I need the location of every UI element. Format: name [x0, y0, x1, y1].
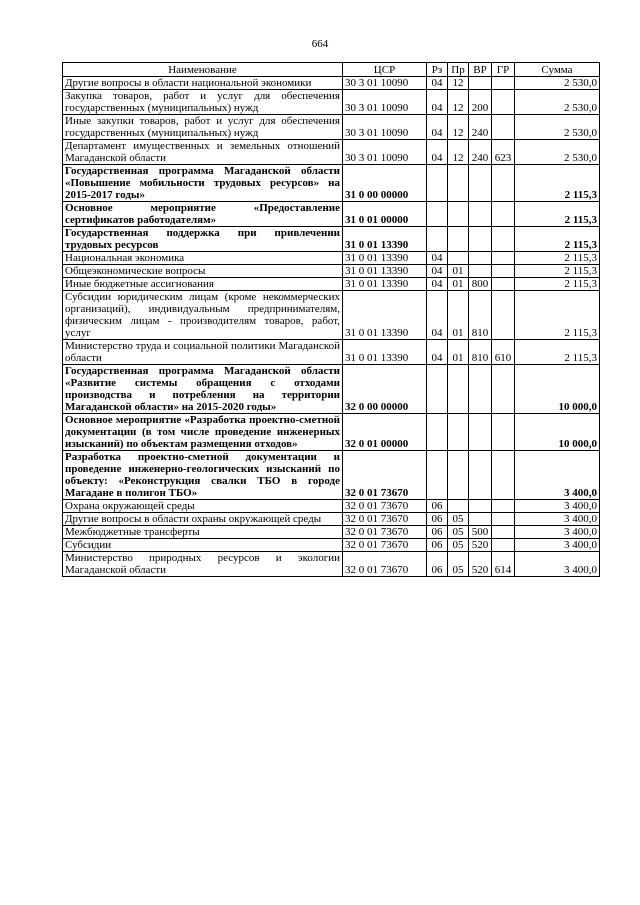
cell-name: Государственная программа Магаданской области «Развитие системы обращения с отходами производства и потребления на территории Магаданской области» на 2015-2020 годы» — [63, 365, 343, 414]
table-row — [63, 526, 600, 539]
cell-rz — [427, 414, 448, 451]
header-sum: Сумма — [515, 63, 600, 77]
cell-csr: 31 0 01 13390 — [343, 278, 427, 291]
cell-csr: 32 0 00 00000 — [343, 365, 427, 414]
cell-name: Другие вопросы в области охраны окружающей среды — [63, 513, 343, 526]
cell-name: Национальная экономика — [63, 252, 343, 265]
cell-gr: 623 — [492, 140, 515, 165]
header-name: Наименование — [63, 63, 343, 77]
cell-vr — [469, 265, 492, 278]
table-row — [63, 227, 600, 252]
table-row — [63, 552, 600, 577]
cell-sum: 10 000,0 — [515, 365, 600, 414]
table-row — [63, 513, 600, 526]
budget-table — [62, 62, 600, 577]
cell-gr — [492, 252, 515, 265]
cell-gr — [492, 451, 515, 500]
cell-vr: 520 — [469, 552, 492, 577]
cell-sum: 3 400,0 — [515, 451, 600, 500]
cell-rz: 06 — [427, 526, 448, 539]
cell-sum: 2 530,0 — [515, 90, 600, 115]
table-row — [63, 252, 600, 265]
cell-sum: 3 400,0 — [515, 513, 600, 526]
cell-pr: 01 — [448, 291, 469, 340]
cell-csr: 30 3 01 10090 — [343, 77, 427, 90]
cell-pr: 01 — [448, 278, 469, 291]
cell-pr: 05 — [448, 513, 469, 526]
cell-gr — [492, 500, 515, 513]
cell-pr — [448, 365, 469, 414]
cell-csr: 31 0 01 13390 — [343, 252, 427, 265]
cell-sum: 2 115,3 — [515, 265, 600, 278]
table-row — [63, 90, 600, 115]
cell-sum: 10 000,0 — [515, 414, 600, 451]
cell-rz: 04 — [427, 90, 448, 115]
table-header-row — [63, 63, 600, 77]
cell-pr: 12 — [448, 77, 469, 90]
cell-rz: 04 — [427, 77, 448, 90]
cell-pr: 05 — [448, 526, 469, 539]
cell-gr — [492, 115, 515, 140]
table-row — [63, 291, 600, 340]
cell-gr: 614 — [492, 552, 515, 577]
cell-gr — [492, 202, 515, 227]
cell-gr: 610 — [492, 340, 515, 365]
cell-vr — [469, 202, 492, 227]
cell-gr — [492, 227, 515, 252]
cell-pr: 05 — [448, 552, 469, 577]
cell-vr: 800 — [469, 278, 492, 291]
cell-vr: 200 — [469, 90, 492, 115]
cell-sum: 2 115,3 — [515, 340, 600, 365]
cell-pr — [448, 451, 469, 500]
cell-rz: 04 — [427, 140, 448, 165]
cell-pr: 12 — [448, 140, 469, 165]
cell-gr — [492, 526, 515, 539]
cell-name: Основное мероприятие «Разработка проектно-сметной документации (в том числе проведение инженерных изысканий) по объектам размещения отходов» — [63, 414, 343, 451]
cell-csr: 32 0 01 73670 — [343, 539, 427, 552]
cell-vr: 810 — [469, 340, 492, 365]
table-row — [63, 140, 600, 165]
cell-sum: 2 115,3 — [515, 227, 600, 252]
cell-pr — [448, 165, 469, 202]
cell-rz — [427, 227, 448, 252]
cell-name: Департамент имущественных и земельных отношений Магаданской области — [63, 140, 343, 165]
cell-sum: 2 115,3 — [515, 202, 600, 227]
table-row — [63, 414, 600, 451]
cell-gr — [492, 265, 515, 278]
cell-sum: 2 530,0 — [515, 77, 600, 90]
cell-rz: 06 — [427, 500, 448, 513]
cell-gr — [492, 165, 515, 202]
cell-name: Иные бюджетные ассигнования — [63, 278, 343, 291]
table-row — [63, 365, 600, 414]
cell-name: Другие вопросы в области национальной экономики — [63, 77, 343, 90]
cell-sum: 2 115,3 — [515, 252, 600, 265]
cell-rz: 06 — [427, 539, 448, 552]
cell-vr — [469, 77, 492, 90]
cell-sum: 3 400,0 — [515, 552, 600, 577]
cell-rz: 04 — [427, 265, 448, 278]
cell-name: Министерство труда и социальной политики Магаданской области — [63, 340, 343, 365]
cell-csr: 32 0 01 73670 — [343, 451, 427, 500]
cell-name: Субсидии юридическим лицам (кроме некоммерческих организаций), индивидуальным предпринимателям, физическим лицам - производителям товаров, работ, услуг — [63, 291, 343, 340]
cell-csr: 31 0 01 13390 — [343, 227, 427, 252]
cell-pr: 12 — [448, 115, 469, 140]
cell-gr — [492, 90, 515, 115]
cell-name: Разработка проектно-сметной документации и проведение инженерно-геологических изысканий по объекту: «Реконструкция свалки ТБО в городе Магадане в полигон ТБО» — [63, 451, 343, 500]
cell-vr: 810 — [469, 291, 492, 340]
cell-sum: 3 400,0 — [515, 526, 600, 539]
cell-rz: 04 — [427, 291, 448, 340]
cell-pr — [448, 252, 469, 265]
cell-csr: 32 0 01 73670 — [343, 526, 427, 539]
cell-sum: 2 115,3 — [515, 291, 600, 340]
cell-gr — [492, 414, 515, 451]
cell-name: Министерство природных ресурсов и экологии Магаданской области — [63, 552, 343, 577]
cell-vr — [469, 165, 492, 202]
cell-gr — [492, 513, 515, 526]
cell-csr: 31 0 01 00000 — [343, 202, 427, 227]
cell-rz — [427, 365, 448, 414]
cell-rz — [427, 451, 448, 500]
header-pr: Пр — [448, 63, 469, 77]
table-row — [63, 539, 600, 552]
cell-name: Закупка товаров, работ и услуг для обеспечения государственных (муниципальных) нужд — [63, 90, 343, 115]
cell-gr — [492, 365, 515, 414]
cell-vr — [469, 414, 492, 451]
cell-sum: 3 400,0 — [515, 500, 600, 513]
header-gr: ГР — [492, 63, 515, 77]
cell-csr: 31 0 01 13390 — [343, 265, 427, 278]
cell-vr — [469, 513, 492, 526]
cell-rz — [427, 202, 448, 227]
header-rz: Рз — [427, 63, 448, 77]
cell-name: Межбюджетные трансферты — [63, 526, 343, 539]
cell-pr — [448, 227, 469, 252]
cell-csr: 30 3 01 10090 — [343, 115, 427, 140]
cell-rz: 06 — [427, 552, 448, 577]
cell-name: Субсидии — [63, 539, 343, 552]
cell-rz: 06 — [427, 513, 448, 526]
header-vr: ВР — [469, 63, 492, 77]
table-row — [63, 265, 600, 278]
cell-pr — [448, 414, 469, 451]
cell-csr: 32 0 01 73670 — [343, 513, 427, 526]
table-row — [63, 115, 600, 140]
cell-vr: 240 — [469, 140, 492, 165]
cell-csr: 32 0 01 73670 — [343, 552, 427, 577]
cell-sum: 3 400,0 — [515, 539, 600, 552]
cell-csr: 32 0 01 00000 — [343, 414, 427, 451]
cell-vr — [469, 500, 492, 513]
cell-rz — [427, 165, 448, 202]
cell-rz: 04 — [427, 252, 448, 265]
cell-csr: 30 3 01 10090 — [343, 140, 427, 165]
cell-sum: 2 115,3 — [515, 165, 600, 202]
cell-rz: 04 — [427, 278, 448, 291]
cell-gr — [492, 291, 515, 340]
cell-name: Государственная поддержка при привлечении трудовых ресурсов — [63, 227, 343, 252]
cell-pr: 01 — [448, 340, 469, 365]
cell-vr: 240 — [469, 115, 492, 140]
table-row — [63, 77, 600, 90]
header-csr: ЦСР — [343, 63, 427, 77]
cell-name: Основное мероприятие «Предоставление сертификатов работодателям» — [63, 202, 343, 227]
table-row — [63, 500, 600, 513]
page-number: 664 — [311, 38, 329, 50]
cell-name: Общеэкономические вопросы — [63, 265, 343, 278]
cell-vr — [469, 365, 492, 414]
cell-gr — [492, 278, 515, 291]
cell-vr — [469, 451, 492, 500]
cell-pr — [448, 202, 469, 227]
cell-vr: 500 — [469, 526, 492, 539]
table-row — [63, 165, 600, 202]
cell-pr: 12 — [448, 90, 469, 115]
table-row — [63, 202, 600, 227]
table-row — [63, 451, 600, 500]
cell-pr: 05 — [448, 539, 469, 552]
cell-sum: 2 530,0 — [515, 140, 600, 165]
cell-name: Охрана окружающей среды — [63, 500, 343, 513]
cell-name: Иные закупки товаров, работ и услуг для обеспечения государственных (муниципальных) нужд — [63, 115, 343, 140]
cell-vr: 520 — [469, 539, 492, 552]
cell-gr — [492, 539, 515, 552]
cell-csr: 31 0 01 13390 — [343, 291, 427, 340]
table-row — [63, 278, 600, 291]
cell-csr: 30 3 01 10090 — [343, 90, 427, 115]
cell-rz: 04 — [427, 340, 448, 365]
cell-vr — [469, 227, 492, 252]
cell-sum: 2 530,0 — [515, 115, 600, 140]
cell-rz: 04 — [427, 115, 448, 140]
cell-csr: 31 0 01 13390 — [343, 340, 427, 365]
cell-name: Государственная программа Магаданской области «Повышение мобильности трудовых ресурсов» на 2015-2017 годы» — [63, 165, 343, 202]
cell-csr: 31 0 00 00000 — [343, 165, 427, 202]
cell-pr — [448, 500, 469, 513]
cell-csr: 32 0 01 73670 — [343, 500, 427, 513]
cell-vr — [469, 252, 492, 265]
cell-sum: 2 115,3 — [515, 278, 600, 291]
table-row — [63, 340, 600, 365]
cell-gr — [492, 77, 515, 90]
cell-pr: 01 — [448, 265, 469, 278]
